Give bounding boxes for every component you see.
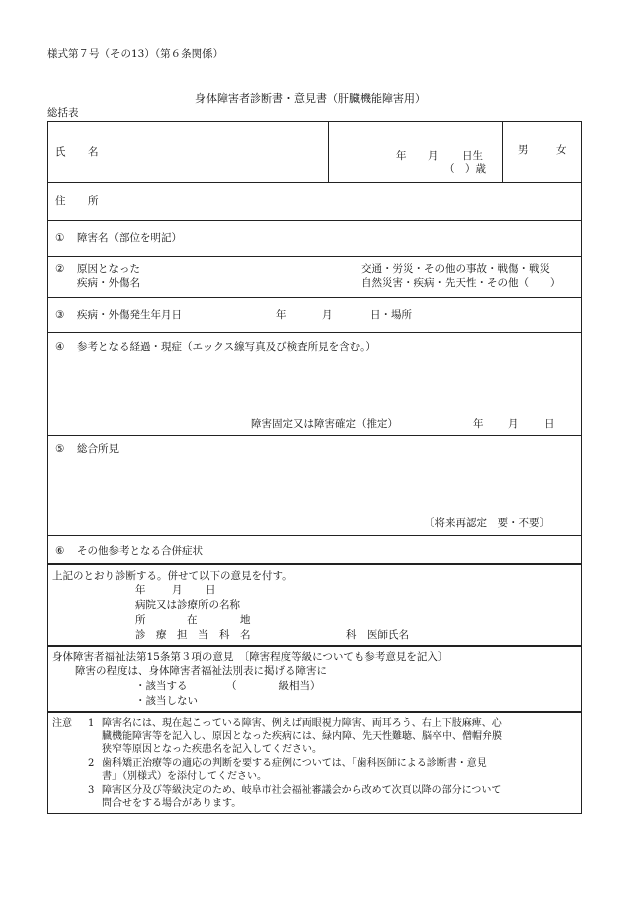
item2-options-line2: 自然災害・疾病・先天性・その他（ ）	[361, 277, 561, 289]
age-label: （ ）歳	[444, 163, 486, 175]
location-label-3: 地	[240, 614, 251, 626]
note3-line2: 問合せをする場合があります。	[102, 798, 242, 809]
note1-line1: 障害名には、現在起こっている障害、例えば両眼視力障害、両耳ろう、右上下肢麻痺、心	[102, 718, 502, 729]
diagnosis-statement: 上記のとおり診断する。併せて以下の意見を付す。	[52, 570, 293, 582]
item6-label: その他参考となる合併症状	[77, 545, 203, 557]
item5-number: ⑤	[55, 443, 65, 455]
note3-line1: 障害区分及び等級決定のため、岐阜市社会福祉審議会から改めて次頁以降の部分について	[102, 785, 502, 796]
item4-fixed-label: 障害固定又は障害確定（推定）	[251, 418, 398, 430]
opinion-not-applicable: ・該当しない	[135, 695, 198, 707]
notes-label: 注意	[52, 718, 72, 729]
sex-male: 男	[518, 144, 529, 156]
name-label-2: 名	[88, 146, 99, 158]
note3-number: 3	[88, 785, 95, 796]
item3-day-place: 日・場所	[370, 309, 412, 321]
department-label: 診 療 担 当 科 名	[135, 629, 251, 641]
opinion-grade: （ 級相当）	[226, 680, 321, 692]
item3-month: 月	[322, 309, 333, 321]
hospital-name-label: 病院又は診療所の名称	[135, 599, 240, 611]
sex-female: 女	[556, 144, 567, 156]
item5-label: 総合所見	[77, 443, 119, 455]
item4-month: 月	[508, 418, 519, 430]
item5-recertification: 〔将来再認定 要・不要〕	[424, 517, 550, 529]
item4-label: 参考となる経過・現症（エックス線写真及び検査所見を含む。）	[77, 341, 376, 353]
item2-label-line1: 原因となった	[77, 263, 140, 275]
item1-number: ①	[55, 232, 65, 244]
location-label-1: 所	[135, 614, 146, 626]
opinion-line2: 障害の程度は、身体障害者福祉法別表に掲げる障害に	[75, 665, 327, 677]
item2-label-line2: 疾病・外傷名	[77, 277, 140, 289]
doctor-name-label: 科 医師氏名	[346, 629, 409, 641]
address-label-1: 住	[55, 195, 66, 207]
form-title: 身体障害者診断書・意見書（肝臓機能障害用）	[195, 92, 426, 105]
item3-label: 疾病・外傷発生年月日	[77, 309, 182, 321]
note1-line3: 狭窄等原因となった疾患名を記入してください。	[102, 744, 322, 755]
note2-line1: 歯科矯正治療等の適応の判断を要する症例については、「歯科医師による診断書・意見	[102, 758, 487, 769]
item4-number: ④	[55, 341, 65, 353]
section-label: 総括表	[47, 107, 79, 119]
item1-label: 障害名（部位を明記）	[77, 232, 182, 244]
birth-month-label: 月	[428, 150, 439, 162]
item6-number: ⑥	[55, 545, 65, 557]
item3-number: ③	[55, 309, 65, 321]
location-label-2: 在	[187, 614, 198, 626]
opinion-applicable: ・該当する	[135, 680, 188, 692]
item2-number: ②	[55, 263, 65, 275]
note2-line2: 書」（別様式）を添付してください。	[102, 771, 267, 782]
note2-number: 2	[88, 758, 95, 769]
item4-day: 日	[544, 418, 555, 430]
birth-year-label: 年	[396, 150, 407, 162]
address-label-2: 所	[88, 195, 99, 207]
name-label-1: 氏	[55, 146, 66, 158]
item4-year: 年	[473, 418, 484, 430]
item3-year: 年	[276, 309, 287, 321]
birth-day-label: 日生	[462, 150, 483, 162]
diagnosis-month: 月	[172, 584, 183, 596]
opinion-line1: 身体障害者福祉法第15条第３項の意見 〔障害程度等級についても参考意見を記入〕	[52, 651, 449, 663]
note1-number: 1	[88, 718, 95, 729]
form-number: 様式第７号（その13）（第６条関係）	[47, 48, 224, 60]
item2-options-line1: 交通・労災・その他の事故・戦傷・戦災	[361, 263, 550, 275]
diagnosis-year: 年	[135, 584, 146, 596]
diagnosis-day: 日	[205, 584, 216, 596]
note1-line2: 臓機能障害等を記入し、原因となった疾病には、緑内障、先天性難聴、脳卒中、僧帽弁膜	[102, 731, 502, 742]
